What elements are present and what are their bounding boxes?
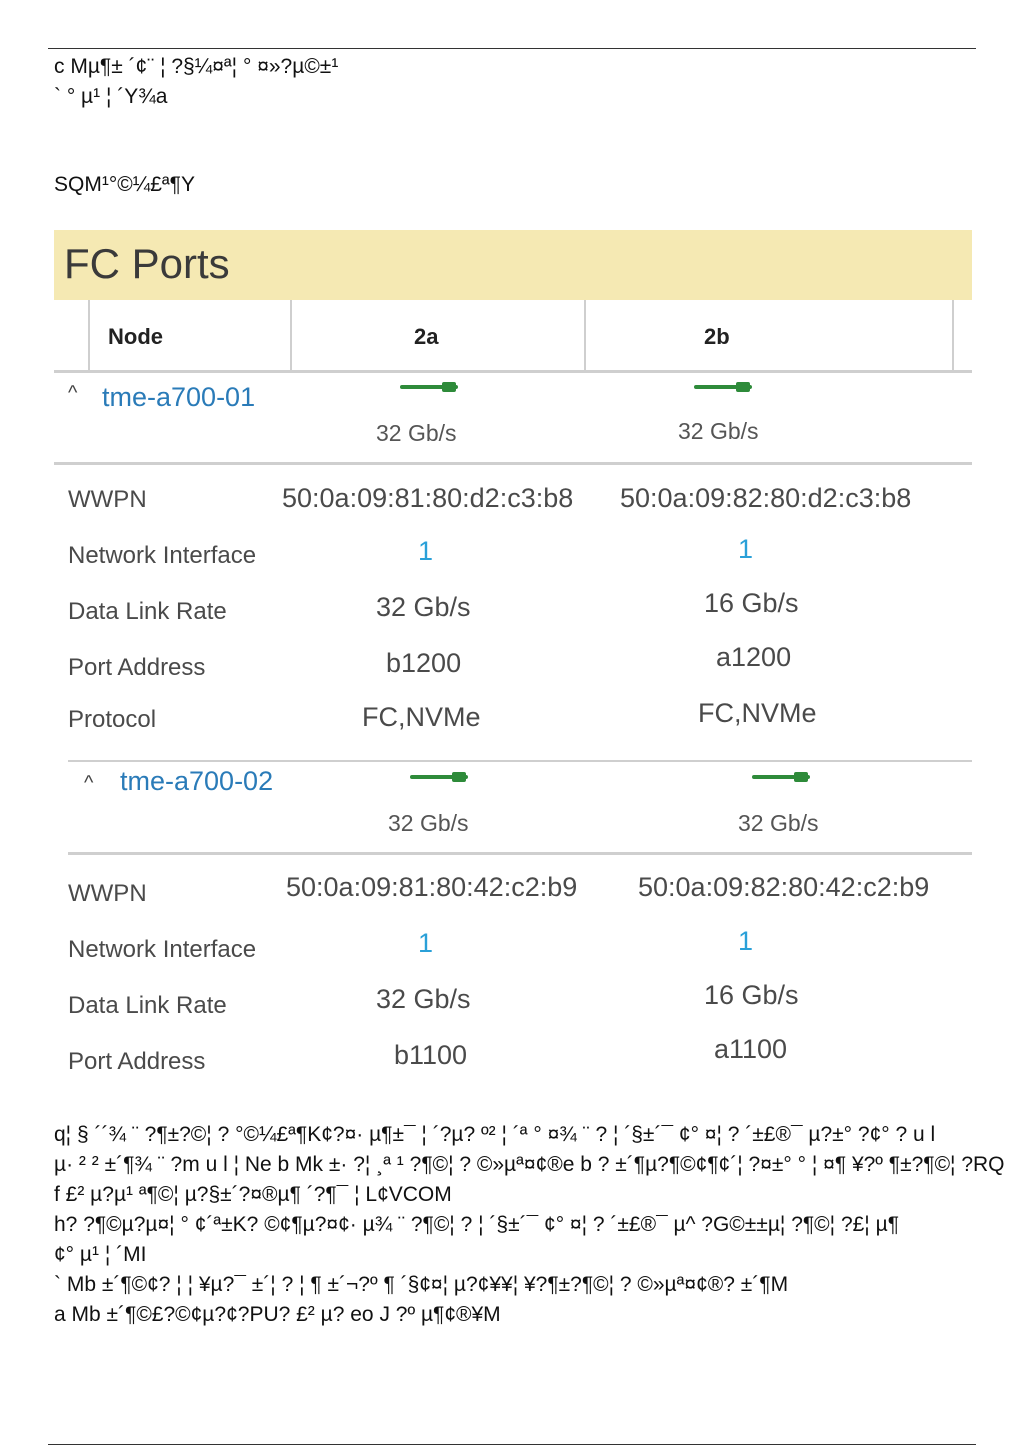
node-divider	[54, 462, 972, 465]
port-link-icon	[694, 382, 752, 392]
column-header-2a[interactable]: 2a	[290, 300, 586, 370]
detail-label: Network Interface	[68, 542, 257, 569]
wwpn-value: 50:0a:09:82:80:42:c2:b9	[638, 872, 930, 902]
wwpn-value: 50:0a:09:82:80:d2:c3:b8	[620, 483, 912, 513]
body-line-3: f £² µ?µ¹ ª¶©¦ µ?§±´?¤®µ¶ ´?¶¯ ¦ L¢VCOM	[54, 1183, 452, 1206]
detail-label: WWPN	[68, 486, 147, 513]
wwpn-value: 50:0a:09:81:80:d2:c3:b8	[282, 483, 574, 513]
page-header-line-2: ` ° µ¹ ¦ ´Y¾a	[54, 85, 168, 108]
body-line-4: h? ?¶©µ?µ¤¦ ° ¢´ª±K? ©¢¶µ?¤¢· µ¾ ¨ ?¶©¦ ? ¦ ´§±´¯ ¢° ¤¦ ? ´±£®¯ µ^ ?G©±±µ¦ ?¶©¦ ?£¦ µ¶	[54, 1213, 899, 1236]
node-name[interactable]: tme-a700-02	[120, 766, 274, 796]
data-link-rate-value: 32 Gb/s	[376, 592, 471, 622]
chevron-up-icon[interactable]: ^	[84, 772, 94, 794]
network-interface-link[interactable]: 1	[738, 926, 754, 956]
node-row-tme-a700-02[interactable]	[54, 762, 972, 852]
port-address-value: b1100	[394, 1040, 468, 1070]
detail-label: Port Address	[68, 654, 206, 681]
body-line-2: µ· ² ² ±´¶¾ ¨ ?m u l ¦ Ne b Mk ±· ?¦ ¸ª ¹ ?¶©¦ ? ©»µª¤¢®e b ? ±´¶µ?¶©¢¶¢´¦ ?¤±° ° ¦ ¤¶ ¥?º ¶±?¶©¦ ?RQ	[54, 1153, 1005, 1176]
node-name[interactable]: tme-a700-01	[102, 382, 256, 412]
port-link-icon	[752, 772, 810, 782]
fc-ports-screenshot	[54, 230, 972, 1092]
protocol-value: FC,NVMe	[698, 698, 817, 728]
body-line-1: q¦ § ´´¾ ¨ ?¶±?©¦ ? °©¼£ª¶K¢?¤· µ¶±¯ ¦ ´?µ? º² ¦ ´ª ° ¤¾ ¨ ? ¦ ´§±´¯ ¢° ¤¦ ? ´±£®¯ µ?±° ?¢° ? u l	[54, 1123, 936, 1146]
data-link-rate-value: 32 Gb/s	[376, 984, 471, 1014]
data-link-rate-value: 16 Gb/s	[704, 588, 799, 618]
node-details-tme-a700-02	[54, 856, 972, 1092]
port-speed: 32 Gb/s	[738, 810, 819, 836]
data-link-rate-value: 16 Gb/s	[704, 980, 799, 1010]
node-row-tme-a700-01[interactable]	[54, 372, 972, 462]
detail-label: Port Address	[68, 1048, 206, 1075]
body-line-6: ` Mb ±´¶©¢? ¦ ¦ ¥µ?¯ ±´¦ ? ¦ ¶ ±´¬?º ¶ ´§¢¤¦ µ?¢¥¥¦ ¥?¶±?¶©¦ ? ©»µª¤¢®? ±´¶M	[54, 1273, 789, 1296]
wwpn-value: 50:0a:09:81:80:42:c2:b9	[286, 872, 578, 902]
network-interface-link[interactable]: 1	[738, 534, 754, 564]
fc-ports-header	[54, 230, 972, 300]
port-address-value: a1200	[716, 642, 792, 672]
port-address-value: a1100	[714, 1034, 788, 1064]
port-link-icon	[400, 382, 458, 392]
body-line-5: ¢° µ¹ ¦ ´MI	[54, 1243, 147, 1266]
page-header-line-1: c Mµ¶± ´¢¨ ¦ ?§¼¤ª¦ ° ¤»?µ©±¹	[54, 55, 339, 78]
port-speed: 32 Gb/s	[388, 810, 469, 836]
body-line-7: a Mb ±´¶©£?©¢µ?¢?PU? £² µ? eo J ?º µ¶¢®¥M	[54, 1303, 501, 1326]
port-speed: 32 Gb/s	[678, 418, 759, 444]
port-speed: 32 Gb/s	[376, 420, 457, 446]
chevron-up-icon[interactable]: ^	[68, 382, 78, 404]
network-interface-link[interactable]: 1	[418, 536, 434, 566]
protocol-value: FC,NVMe	[362, 702, 481, 732]
detail-label: Data Link Rate	[68, 992, 227, 1019]
top-rule	[48, 48, 976, 49]
detail-label: Network Interface	[68, 936, 257, 963]
bottom-rule	[48, 1444, 976, 1445]
port-link-icon	[410, 772, 468, 782]
section-label: SQM¹°©¼£ª¶Y	[54, 173, 195, 196]
detail-label: Protocol	[68, 706, 157, 733]
network-interface-link[interactable]: 1	[418, 928, 434, 958]
column-header-2b[interactable]: 2b	[584, 300, 954, 370]
detail-label: Data Link Rate	[68, 598, 227, 625]
node-details-tme-a700-01	[54, 466, 972, 756]
column-header-node[interactable]: Node	[88, 300, 290, 370]
detail-label: WWPN	[68, 880, 147, 907]
node-divider	[68, 852, 972, 855]
port-address-value: b1200	[386, 648, 462, 678]
fc-ports-title: FC Ports	[64, 240, 230, 287]
